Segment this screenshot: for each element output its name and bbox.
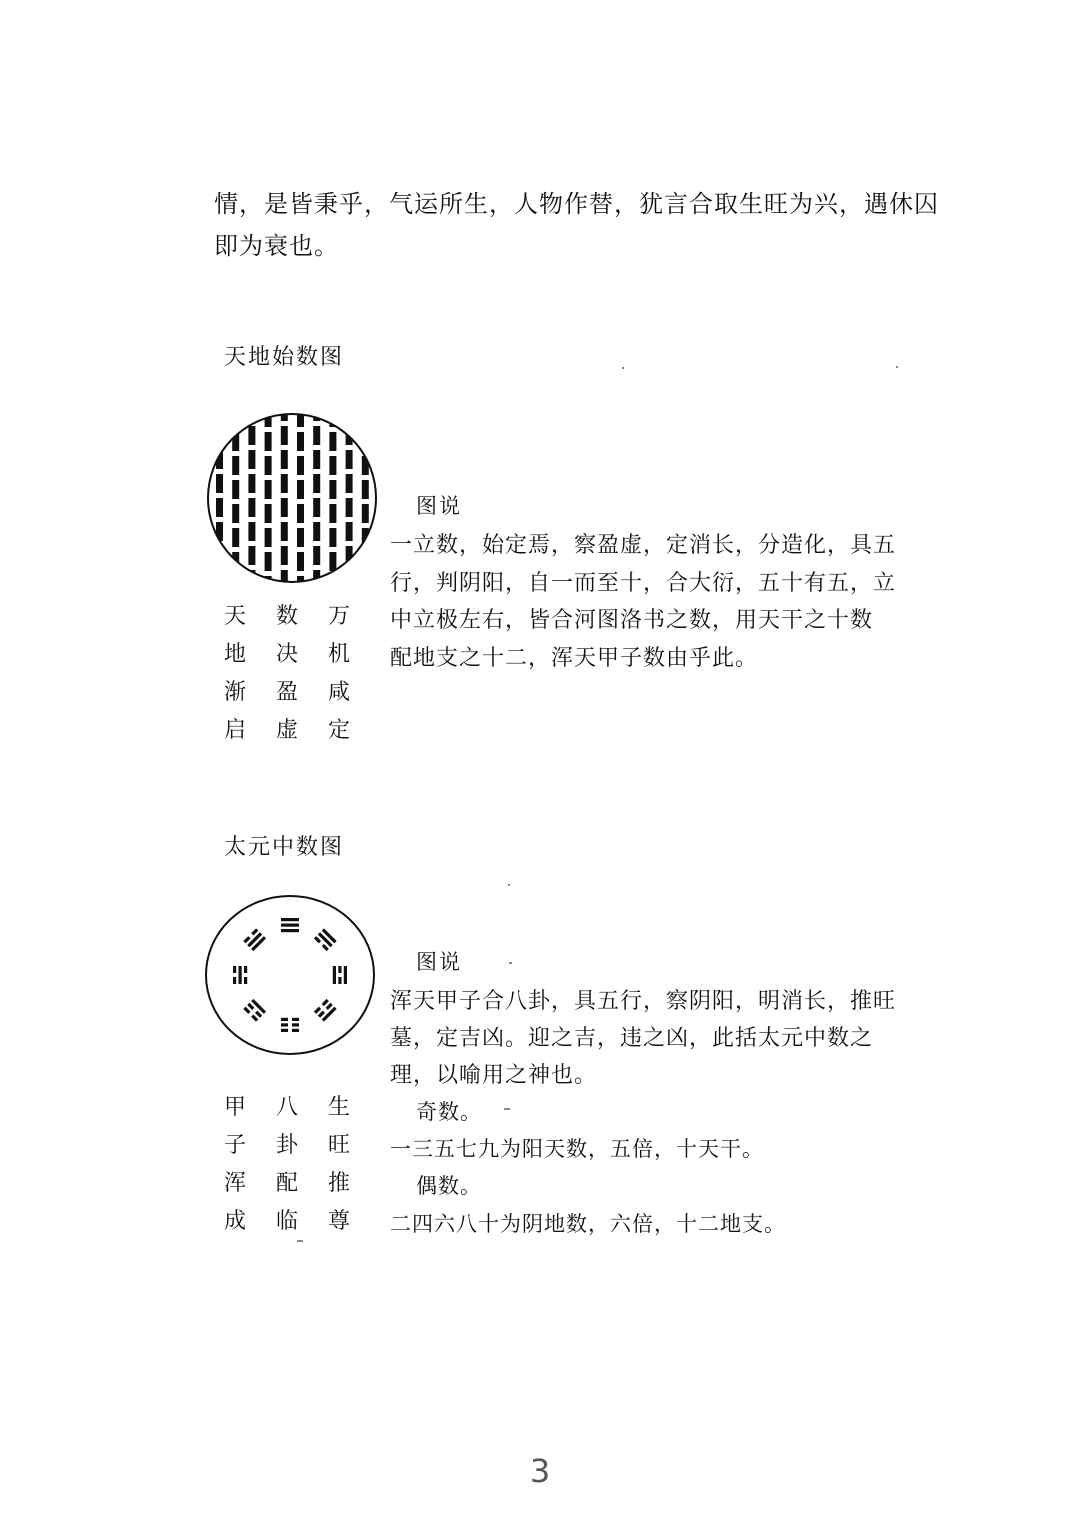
counting-rod <box>346 498 353 517</box>
scan-speck <box>297 1240 303 1242</box>
grid-char: 定 <box>328 718 351 743</box>
tushuo-label-2: 图说 <box>416 950 462 974</box>
counting-rod <box>248 412 255 421</box>
counting-rod <box>281 474 288 493</box>
grid-char: 地 <box>224 642 247 667</box>
section1-desc-line-2: 行，判阴阳，自一而至十，合大衍，五十有五，立 <box>390 571 897 596</box>
counting-rod <box>297 528 304 547</box>
scan-speck <box>622 367 624 369</box>
section-title-tiandi: 天地始数图 <box>224 345 345 370</box>
grid-char: 数 <box>276 604 299 629</box>
counting-rod <box>232 528 239 547</box>
grid-char: 配 <box>276 1171 299 1196</box>
counting-rod <box>265 528 272 547</box>
counting-rod <box>297 480 304 499</box>
counting-rod <box>329 432 336 451</box>
counting-rod <box>281 522 288 541</box>
counting-rod <box>297 552 304 571</box>
grid-char: 万 <box>328 604 351 629</box>
grid-char: 生 <box>328 1095 351 1120</box>
counting-rod <box>248 450 255 469</box>
counting-rod <box>216 522 223 541</box>
counting-rod <box>281 546 288 565</box>
grid-char: 机 <box>328 642 351 667</box>
scan-speck <box>896 366 898 368</box>
counting-rod <box>265 432 272 451</box>
counting-rod <box>362 576 369 584</box>
scan-speck <box>508 884 510 886</box>
counting-rod <box>329 528 336 547</box>
counting-rod <box>216 498 223 517</box>
note-odd-label: 奇数。 <box>416 1100 482 1124</box>
counting-rod <box>313 498 320 517</box>
section2-desc-line-1: 浑天甲子合八卦，具五行，察阴阳，明消长，推旺 <box>390 989 897 1014</box>
counting-rod <box>248 522 255 541</box>
counting-rod <box>265 480 272 499</box>
counting-rod <box>313 522 320 541</box>
counting-rod <box>362 552 369 571</box>
counting-rod <box>329 552 336 571</box>
note-even-detail: 二四六八十为阴地数，六倍，十二地支。 <box>390 1212 786 1236</box>
counting-rods-diagram <box>206 412 378 584</box>
counting-rod <box>329 456 336 475</box>
section1-desc-line-3: 中立极左右，皆合河图洛书之数，用天干之十数 <box>390 608 874 633</box>
grid-char: 推 <box>328 1171 351 1196</box>
page-number: 3 <box>529 1452 551 1490</box>
grid-char: 成 <box>224 1209 247 1234</box>
counting-rod <box>329 480 336 499</box>
counting-rod <box>248 498 255 517</box>
section1-desc-line-4: 配地支之十二，浑天甲子数由乎此。 <box>390 646 759 671</box>
section2-desc-line-3: 理，以喻用之神也。 <box>390 1063 598 1088</box>
grid-char: 启 <box>224 718 247 743</box>
note-even-label: 偶数。 <box>416 1174 482 1198</box>
counting-rod <box>265 456 272 475</box>
grid-char: 浑 <box>224 1171 247 1196</box>
counting-rod <box>313 570 320 584</box>
counting-rod <box>265 552 272 571</box>
grid-char: 咸 <box>328 680 351 705</box>
eight-trigrams-diagram <box>204 894 376 1056</box>
counting-rod <box>248 546 255 565</box>
grid-char: 虚 <box>276 718 299 743</box>
counting-rod <box>281 450 288 469</box>
scan-speck <box>504 1108 510 1110</box>
counting-rod <box>313 450 320 469</box>
counting-rod <box>346 570 353 584</box>
grid-char: 盈 <box>276 680 299 705</box>
counting-rod <box>281 498 288 517</box>
counting-rod <box>265 504 272 523</box>
counting-rod <box>362 432 369 451</box>
counting-rod <box>329 412 336 427</box>
counting-rod <box>297 504 304 523</box>
grid-char: 子 <box>224 1133 247 1158</box>
counting-rod <box>362 412 369 427</box>
counting-rod <box>346 450 353 469</box>
counting-rod <box>216 412 223 421</box>
grid-char: 旺 <box>328 1133 351 1158</box>
counting-rod <box>281 426 288 445</box>
counting-rod <box>297 456 304 475</box>
counting-rod <box>232 480 239 499</box>
section1-desc-line-1: 一立数，始定焉，察盈虚，定消长，分造化，具五 <box>390 533 897 558</box>
counting-rod <box>216 426 223 445</box>
counting-rod <box>232 576 239 584</box>
counting-rod <box>248 426 255 445</box>
scan-speck <box>509 962 512 964</box>
trigram-icon <box>281 918 299 932</box>
counting-rod <box>232 504 239 523</box>
grid-char: 尊 <box>328 1209 351 1234</box>
grid-char: 临 <box>276 1209 299 1234</box>
counting-rod <box>362 480 369 499</box>
counting-rod <box>297 576 304 584</box>
counting-rod <box>313 426 320 445</box>
section1-char-grid <box>224 598 380 750</box>
section2-char-grid <box>224 1089 380 1241</box>
grid-char: 八 <box>276 1095 299 1120</box>
counting-rod <box>362 456 369 475</box>
counting-rod <box>313 546 320 565</box>
counting-rod <box>216 570 223 584</box>
counting-rod <box>216 546 223 565</box>
counting-rod <box>297 432 304 451</box>
tushuo-label-1: 图说 <box>416 494 462 518</box>
counting-rod <box>232 412 239 427</box>
counting-rod <box>216 474 223 493</box>
counting-rod <box>346 474 353 493</box>
note-odd-detail: 一三五七九为阳天数，五倍，十天干。 <box>390 1137 764 1161</box>
counting-rod <box>329 576 336 584</box>
counting-rod <box>362 504 369 523</box>
counting-rod <box>232 456 239 475</box>
section-title-taiyuan: 太元中数图 <box>224 835 345 860</box>
grid-char: 甲 <box>224 1095 247 1120</box>
grid-char: 决 <box>276 642 299 667</box>
counting-rod <box>346 522 353 541</box>
grid-char: 渐 <box>224 680 247 705</box>
counting-rod <box>265 412 272 427</box>
grid-char: 天 <box>224 604 247 629</box>
counting-rod <box>329 504 336 523</box>
section2-desc-line-2: 墓，定吉凶。迎之吉，违之凶，此括太元中数之 <box>390 1026 874 1051</box>
counting-rod <box>346 412 353 421</box>
intro-text-line-1: 情，是皆秉乎，气运所生，人物作替，犹言合取生旺为兴，遇休囚 <box>214 190 939 218</box>
counting-rod <box>248 474 255 493</box>
intro-text-line-2: 即为衰也。 <box>214 232 339 260</box>
counting-rod <box>313 474 320 493</box>
grid-char: 卦 <box>276 1133 299 1158</box>
